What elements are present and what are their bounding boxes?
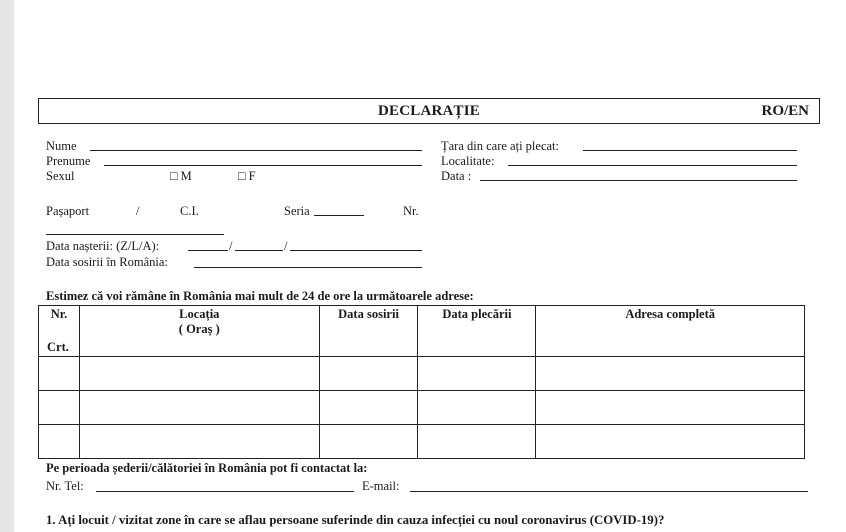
- tara-field[interactable]: [583, 150, 797, 151]
- nume-label: Nume: [46, 139, 77, 153]
- sexul-label: Sexul: [46, 169, 75, 183]
- data-sosirii-field[interactable]: [194, 267, 422, 268]
- data-label: Data :: [441, 169, 472, 183]
- data-field[interactable]: [480, 180, 797, 181]
- table-header-row: [39, 306, 805, 357]
- addresses-table: [38, 305, 805, 459]
- data-sosirii-label: Data sosirii în România:: [46, 255, 168, 269]
- localitate-field[interactable]: [508, 165, 797, 166]
- seria-field[interactable]: [314, 215, 364, 216]
- table-cell[interactable]: [79, 425, 319, 459]
- sex-f-checkbox[interactable]: □ F: [238, 169, 256, 183]
- birth-separator-1: /: [229, 239, 233, 253]
- col-header-locatia: [79, 306, 319, 357]
- table-row: [39, 357, 805, 391]
- birth-day-field[interactable]: [188, 250, 228, 251]
- seria-label: Seria: [284, 204, 310, 218]
- table-cell[interactable]: [39, 391, 80, 425]
- table-cell[interactable]: [39, 425, 80, 459]
- table-row: [39, 391, 805, 425]
- table-cell[interactable]: [536, 425, 805, 459]
- pasaport-label: Pașaport: [46, 204, 90, 218]
- birth-year-field[interactable]: [290, 250, 422, 251]
- table-cell[interactable]: [536, 391, 805, 425]
- language-code: RO/EN: [761, 103, 809, 119]
- col-header-nr-line1: Nr.: [50, 307, 68, 321]
- question-1: 1. Ați locuit / vizitat zone în care se aflau persoane suferinde din cauza infecției cu noul coronavirus (COVID-19)?: [46, 513, 665, 527]
- col-header-nr: [39, 306, 80, 357]
- prenume-label: Prenume: [46, 154, 91, 168]
- email-field[interactable]: [410, 491, 808, 492]
- tara-label: Țara din care ați plecat:: [441, 139, 559, 153]
- col-header-adresa-text: Adresa completă: [625, 307, 716, 321]
- tel-label: Nr. Tel:: [46, 479, 84, 493]
- prenume-field[interactable]: [104, 165, 422, 166]
- table-cell[interactable]: [79, 357, 319, 391]
- form-title: DECLARAȚIE: [377, 103, 481, 119]
- col-header-data-plecarii: [418, 306, 536, 357]
- table-cell[interactable]: [536, 357, 805, 391]
- birth-separator-2: /: [284, 239, 288, 253]
- title-box: [38, 98, 820, 124]
- localitate-label: Localitate:: [441, 154, 495, 168]
- table-cell[interactable]: [79, 391, 319, 425]
- tel-field[interactable]: [96, 491, 354, 492]
- table-cell[interactable]: [39, 357, 80, 391]
- pasaport-ci-separator: /: [136, 204, 140, 218]
- nume-field[interactable]: [90, 150, 422, 151]
- col-header-locatia-line1: Locația: [179, 307, 220, 321]
- table-cell[interactable]: [319, 391, 418, 425]
- page-edge: [0, 0, 14, 532]
- ci-label: C.I.: [180, 204, 199, 218]
- sex-m-checkbox[interactable]: □ M: [170, 169, 192, 183]
- table-cell[interactable]: [418, 425, 536, 459]
- table-row: [39, 425, 805, 459]
- col-header-data-sosirii-text: Data sosirii: [338, 307, 399, 321]
- table-cell[interactable]: [418, 357, 536, 391]
- table-cell[interactable]: [319, 357, 418, 391]
- addresses-heading: Estimez că voi rămâne în România mai mult de 24 de ore la următoarele adrese:: [46, 289, 474, 303]
- email-label: E-mail:: [362, 479, 400, 493]
- col-header-locatia-line2: ( Oraș ): [178, 322, 220, 336]
- col-header-adresa: [536, 306, 805, 357]
- col-header-nr-line2: Crt.: [47, 340, 69, 354]
- table-cell[interactable]: [319, 425, 418, 459]
- nr-label: Nr.: [403, 204, 419, 218]
- col-header-data-plecarii-text: Data plecării: [442, 307, 512, 321]
- contact-heading: Pe perioada șederii/călătoriei în România pot fi contactat la:: [46, 461, 368, 475]
- table-cell[interactable]: [418, 391, 536, 425]
- col-header-data-sosirii: [319, 306, 418, 357]
- data-nasterii-label: Data nașterii: (Z/L/A):: [46, 239, 160, 253]
- document-number-field[interactable]: [46, 234, 224, 235]
- birth-month-field[interactable]: [235, 250, 283, 251]
